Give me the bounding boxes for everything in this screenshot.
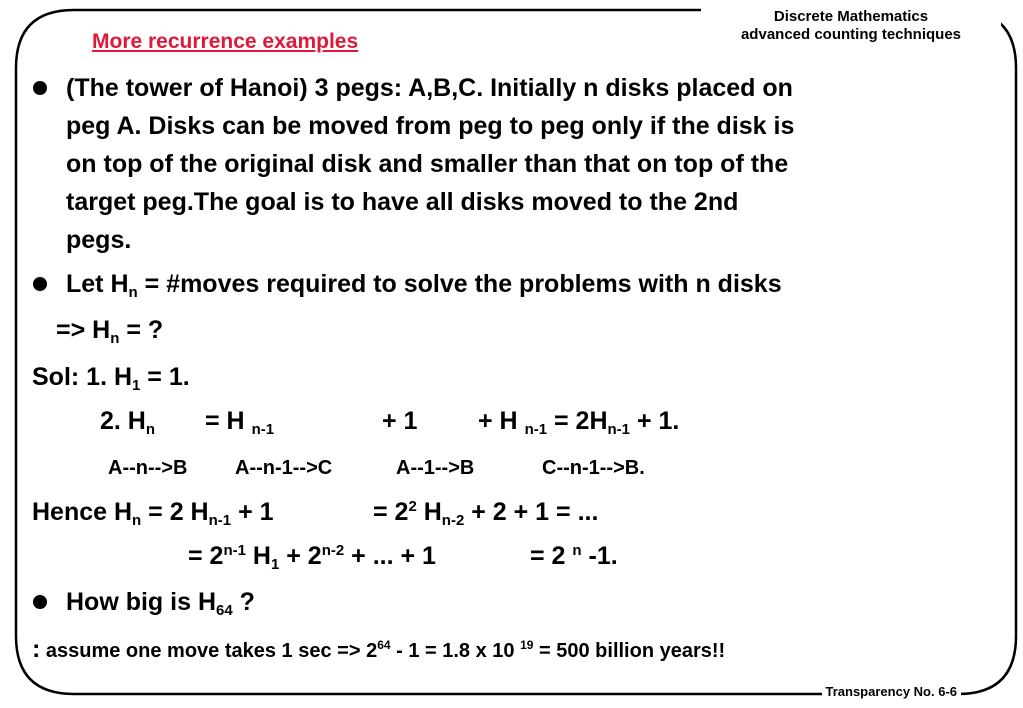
transparency-number: Transparency No. 6-6 (822, 684, 962, 699)
sol-step-2: 2. $H_n$ (100, 407, 156, 438)
hanoi-text-line: on top of the original disk and smaller than that on top of the (66, 150, 789, 178)
bullet-dot (33, 277, 47, 291)
hanoi-text-line: target peg.The goal is to have all disks moved to the 2nd (66, 188, 739, 216)
move-label: A--n-->B (108, 457, 188, 479)
course-topic: advanced counting techniques (740, 26, 962, 43)
hence-line: Hence $H_n = 2$ $H_{n-1} + 1$ (32, 498, 274, 529)
closed-form-result: = 2 $^n$ -1. (530, 542, 618, 570)
slide-title: More recurrence examples (88, 30, 362, 54)
how-big-line: How big is $H_{64}$ ? (66, 588, 255, 619)
course-header (701, 8, 1001, 44)
move-label: A--n-1-->C (235, 457, 333, 479)
bullet-dot (33, 81, 47, 95)
hanoi-text-line: (The tower of Hanoi) 3 pegs: A,B,C. Initially n disks placed on (66, 74, 793, 102)
question-line: => $H_n$ = ? (56, 316, 164, 347)
hanoi-text-line: peg A. Disks can be moved from peg to peg only if the disk is (66, 112, 795, 140)
bullet-dot (33, 595, 47, 609)
sol-step-1: Sol: 1. $H_1 = 1$. (32, 363, 190, 394)
hanoi-text-line: pegs. (66, 226, 132, 254)
sol-step-2-term: + 1 (382, 407, 418, 435)
closed-form-line: = $2^{n-1}$ $H_1 + 2^{n-2}$ + ... + 1 (188, 542, 436, 573)
move-label: A--1-->B (396, 457, 475, 479)
hence-line-cont: = $2^2$ $H_{n-2} + 2 + 1$ = ... (373, 498, 599, 529)
move-label: C--n-1-->B. (542, 457, 645, 479)
course-title: Discrete Mathematics (773, 8, 929, 25)
let-hn-line: Let $H_n$ = #moves required to solve the problems with n disks (66, 270, 782, 301)
sol-step-2-term: + H $_{n-1} = 2H_{n-1} + 1$. (478, 407, 680, 438)
assume-line: : assume one move takes 1 $\sec => 2^{64} - 1 = 1.8$ x 10 $^{19}$ = 500 billion years!! (32, 635, 726, 663)
sol-step-2-term: = H $_{n-1}$ (205, 407, 275, 438)
